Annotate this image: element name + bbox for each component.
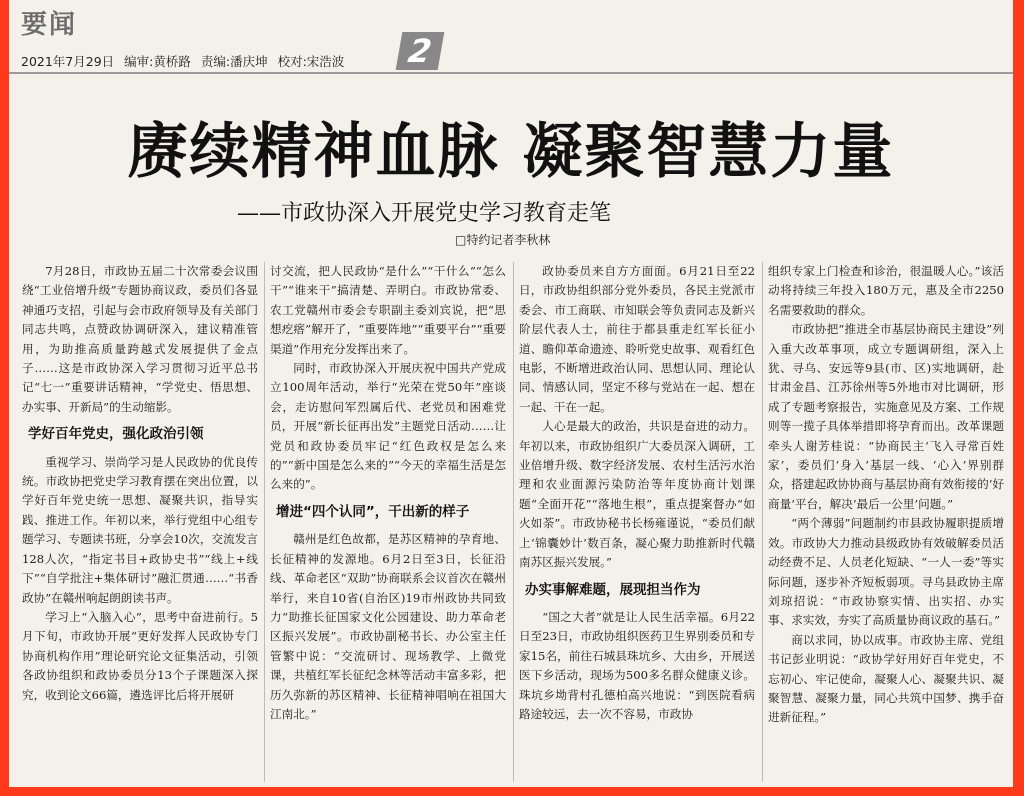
section-heading: 增进“四个认同”，干出新的样子 (276, 503, 470, 520)
section-heading: 办实事解难题，展现担当作为 (525, 581, 701, 598)
section-heading: 学好百年党史，强化政治引领 (28, 426, 204, 443)
paragraph: 政协委员来自方方面面。6月21日至22日，市政协组织部分党外委员，各民主党派市委会、市工商联、市知联会等负责同志及新兴阶层代表人士，前往于都县重走红军长征小道、瞻仰革命遗迹、聆听党史故事、观看红色电影，不断增进政治认同、思想认同、理论认同、情感认同，坚定不移与党站在一起、想在一起、干在一起。 (519, 264, 755, 414)
dateline (21, 52, 350, 70)
article-column-2 (270, 262, 506, 784)
newspaper-page (9, 0, 1013, 787)
page-number: 2 (396, 32, 445, 70)
paragraph: 讨交流，把人民政协“是什么”“干什么”“怎么干”“谁来干”搞清楚、弄明白。市政协常委、农工党赣州市委会专职副主委刘宾说，把“思想疙瘩”解开了，“重要阵地”“重要平台”“重要渠道”作用充分发挥出来了。 (270, 264, 506, 356)
paragraph: 学习上“入脑入心”，思考中奋进前行。5月下旬，市政协开展“更好发挥人民政协专门协商机构作用”理论研究论文征集活动，引领各政协组织和政协委员分13个子课题深入探究，收到论文66篇，遴选评比后将开展研 (22, 609, 258, 702)
paragraph: 组织专家上门检查和诊治，很温暖人心。”该活动将持续三年投入180万元，惠及全市2250名需要救助的群众。 (768, 264, 1004, 317)
article-column-4 (768, 262, 1004, 784)
paragraph: 赣州是红色故都，是苏区精神的孕育地、长征精神的发源地。6月2日至3日，长征沿线、革命老区“双助”协商联系会议首次在赣州举行，来自10省(自治区)19市州政协共同致力“助推长征国家文化公园建设、助力革命老区振兴发展”。市政协副秘书长、办公室主任管繁中说：“交流研讨、现场教学、上微党课，共植红军长征纪念林等活动丰富多彩，把历久弥新的苏区精神、长征精神唱响在祖国大江南北。” (270, 532, 506, 721)
section-label: 要闻 (21, 10, 78, 40)
paragraph: 同时，市政协深入开展庆祝中国共产党成立100周年活动，举行“光荣在党50年”座谈会，走访慰问军烈属后代、老党员和困难党员，开展“新长征再出发”主题党日活动……让党员和政协委员牢记“红色政权是怎么来的”“新中国是怎么来的”“今天的幸福生活是怎么来的”。 (270, 361, 506, 492)
byline: □特约记者李秋林 (455, 233, 551, 247)
headline: 赓续精神血脉 凝聚智慧力量 (127, 117, 895, 187)
article-column-3 (519, 262, 755, 784)
paragraph: 7月28日，市政协五届二十次常委会议围绕“工业倍增升级”专题协商议政，委员们各显神通巧支招，引起与会市政府领导及有关部门同志共鸣，点赞政协调研深入，建议精准管用，为助推高质量跨越式发展提供了金点子……这是市政协深入学习贯彻习近平总书记“七一”重要讲话精神，“学党史、悟思想、办实事、开新局”的生动缩影。 (22, 264, 258, 414)
article-column-1 (22, 262, 258, 784)
paragraph: 重视学习、崇尚学习是人民政协的优良传统。市政协把党史学习教育摆在突出位置，以学好百年党史统一思想、凝聚共识，指导实践、推进工作。年初以来，举行党组中心组专题学习、专题读书班，分享会10次，交流发言128人次，“指定书目+政协史书”“线上+线下”“自学批注+集体研讨”融汇贯通……“书香政协”在赣州响起朗朗读书声。 (22, 454, 258, 605)
proofreader-credit: 校对:宋浩波 (277, 54, 345, 69)
issue-date: 2021年7月29日 (21, 54, 115, 69)
paragraph: “国之大者”就是让人民生活幸福。6月22日至23日，市政协组织医药卫生界别委员和专家15名，前往石城县珠坑乡、大由乡，开展送医下乡活动，现场为500多名群众健康义诊。珠坑乡坳背村孔德柏高兴地说：“到医院看病路途较远，去一次不容易，市政协 (519, 609, 755, 721)
subheadline: ——市政协深入开展党史学习教育走笔 (237, 201, 612, 226)
column-divider (264, 262, 265, 782)
column-divider (513, 262, 514, 782)
header-rule (9, 72, 1013, 74)
paragraph: 市政协把“推进全市基层协商民主建设”列入重大改革事项，成立专题调研组，深入上犹、寻乌、安远等9县(市、区)实地调研，赴甘肃金昌、江苏徐州等5外地市对比调研，形成了专题考察报告，实施意见及方案、工作规则等一揽子具体举措即将孕育而出。改革课题牵头人谢芳桂说：“协商民主‘飞入寻常百姓家’，委员们‘身入’基层一线、‘心入’界别群众，搭建起政协协商与基层协商有效衔接的‘好商量’平台，解决‘最后一公里’问题。” (768, 322, 1004, 511)
editor-credit: 编审:黄桥路 (124, 54, 191, 69)
paragraph: 人心是最大的政治，共识是奋进的动力。年初以来，市政协组织广大委员深入调研，工业倍增升级、数字经济发展、农村生活污水治理和农业面源污染防治等年度协商计划课题“全面开花”“落地生根”，重点提案督办“如火如荼”。市政协秘书长杨雍谨说，“委员们献上‘锦囊妙计’数百条，凝心聚力助推新时代赣南苏区振兴发展。” (519, 419, 755, 570)
paragraph: 商以求同，协以成事。市政协主席、党组书记彭业明说：“政协学好用好百年党史，不忘初心、牢记使命，凝聚人心、凝聚共识、凝聚智慧、凝聚力量，同心共筑中国梦、携手奋进新征程。” (768, 632, 1004, 725)
column-divider (762, 262, 763, 782)
duty-editor-credit: 责编:潘庆坤 (200, 54, 268, 69)
paragraph: “两个薄弱”问题制约市县政协履职提质增效。市政协大力推动县级政协有效破解委员活动经费不足、人员老化短缺、“一人一委”等实际问题，逐步补齐短板弱项。寻乌县政协主席刘琼招说：“市政协察实情、出实招、办实事、求实效，夯实了高质量协商议政的基石。” (768, 516, 1004, 628)
